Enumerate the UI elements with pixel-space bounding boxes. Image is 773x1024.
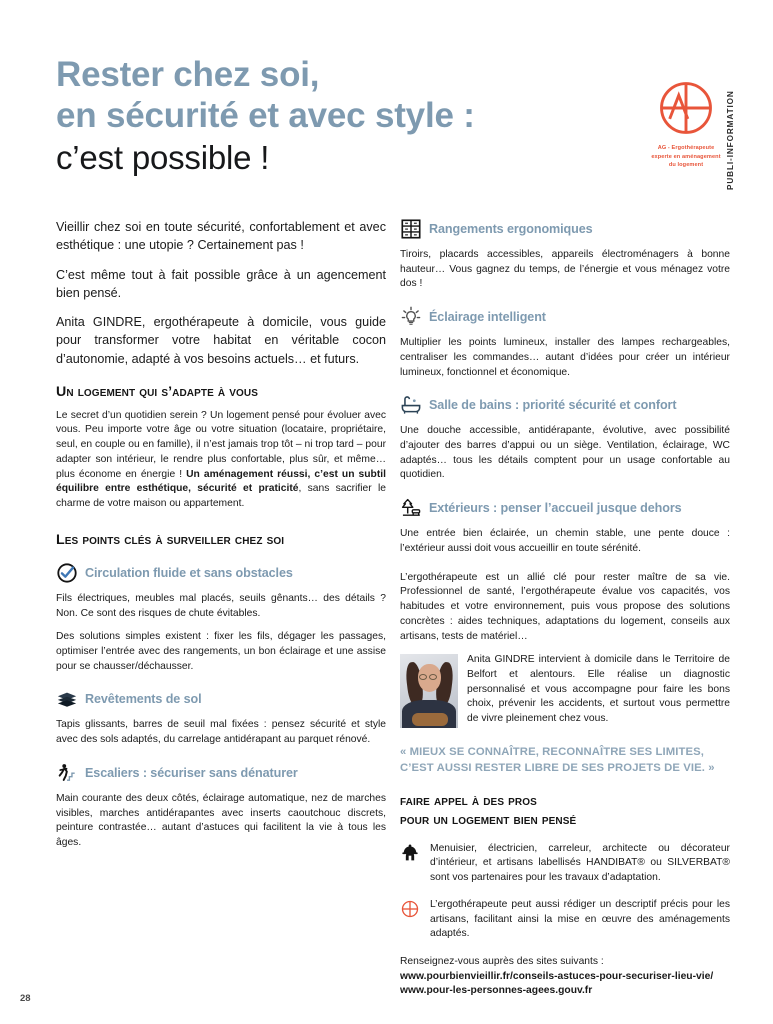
- logo-caption-line-3: du logement: [668, 162, 704, 169]
- left-column: [56, 218, 386, 860]
- pull-quote-line-1: « MIEUX SE CONNAÎTRE, RECONNAÎTRE SES LIMITES,: [400, 746, 705, 759]
- title-line-1: Rester chez soi,: [56, 55, 320, 94]
- ag-monogram-icon: [657, 79, 715, 137]
- stairs-person-icon: [56, 762, 78, 784]
- section-title-logement: Un logement qui s’adapte à vous: [56, 383, 259, 400]
- anita-gindre-paragraph-text: Anita GINDRE intervient à domicile dans le Territoire de Belfort et alentours. Elle réalise un diagnostic personnalisé et vous accompagne pour faire les bons choix, prévenir les accidents, et surtout vous permettre de vivre pleinement chez vous.: [467, 654, 730, 725]
- pull-quote-line-2: C’EST AUSSI RESTER LIBRE DE SES PROJETS DE VIE. »: [400, 762, 715, 775]
- footer-link-2[interactable]: www.pour-les-personnes-agees.gouv.fr: [400, 985, 593, 997]
- cta-bullet-artisans: [400, 842, 730, 886]
- cta-title-line-2: pour un logement bien pensé: [400, 812, 577, 829]
- subsection-escaliers-body: Main courante des deux côtés, éclairage automatique, nez de marches visibles, marches antidérapantes avec inserts caoutchouc discrets, peinture contrastée… autant d’astuces qui facilitent la vie à tous les âges.: [56, 792, 386, 848]
- footer-intro: Renseignez-vous auprès des sites suivants :: [400, 956, 604, 968]
- subsection-exterieurs-body: Une entrée bien éclairée, un chemin stable, une pente douce : l’extérieur aussi doit vous accueillir en toute sérénité.: [400, 528, 730, 554]
- worker-helmet-icon: [400, 843, 420, 863]
- subsection-circulation-body-2: Des solutions simples existent : fixer les fils, dégager les passages, optimiser l’entrée avec des rangements, un bon éclairage et une assise pour se chausser/déchausser.: [56, 631, 386, 672]
- subsection-rangements-label: Rangements ergonomiques: [429, 222, 593, 236]
- ergotherapeute-paragraph: L’ergothérapeute est un allié clé pour rester maître de sa vie. Professionnel de santé, l’ergothérapeute évalue vos capacités, vos habitudes et votre environnement, puis vous propose des solutions concrètes : aides techniques, adaptations du logement, conseils aux artisans, tests de matériel…: [400, 571, 730, 642]
- page-number: 28: [20, 993, 31, 1004]
- title-line-3: c’est possible !: [56, 138, 270, 176]
- cta-bullet-artisans-text: Menuisier, électricien, carreleur, architecte ou décorateur d’intérieur, et artisans labellisés HANDIBAT® ou SILVERBAT® sont vos partenaires pour les travaux d’adaptation.: [430, 842, 730, 884]
- section-logement-text: Le secret d’un quotidien serein ? Un logement pensé pour évoluer avec vous. Peu importe votre âge ou votre situation (locataire, propriétaire, seul, en couple ou en famille), il n’est jamais trop tôt – ni trop tard – pour adapter son intérieur, le rendre plus confortable, plus sûr, et même… plus économe en énergie !: [56, 409, 386, 480]
- subsection-circulation-body-1: Fils électriques, meubles mal placés, seuils gênants… des détails ? Non. Ce sont des risques de chute évitables.: [56, 592, 386, 619]
- subsection-eclairage: [400, 306, 730, 328]
- cta-bullet-ergotherapeute-text: L’ergothérapeute peut aussi rédiger un descriptif précis pour les artisans, facilitant ainsi la mise en œuvre des aménagements adaptés.: [430, 898, 730, 940]
- lead-paragraph-2: C’est même tout à fait possible grâce à un agencement bien pensé.: [56, 267, 386, 300]
- anita-gindre-photo: [400, 654, 458, 728]
- logo-caption-line-1: AG - Ergothérapeute: [657, 145, 715, 151]
- subsection-eclairage-body: Multiplier les points lumineux, installer des lampes rechargeables, centraliser les commandes… autant d’idées pour créer un intérieur lumineux, fonctionnel et économique.: [400, 337, 730, 378]
- subsection-escaliers: [56, 762, 386, 784]
- subsection-eclairage-label: Éclairage intelligent: [429, 310, 546, 325]
- ag-logo: [640, 79, 732, 170]
- lead-paragraph-3: Anita GINDRE, ergothérapeute à domicile, vous guide pour transformer votre habitat en véritable cocon d’autonomie, adapté à vos besoins actuels… et futurs.: [56, 315, 386, 366]
- section-logement-tail: , sans sacrifier le charme de votre maison ou appartement.: [56, 483, 386, 510]
- cta-bullet-ergotherapeute: [400, 898, 730, 942]
- subsection-salle-de-bains-label: Salle de bains : priorité sécurité et confort: [429, 398, 677, 413]
- photo-arms: [412, 713, 448, 726]
- subsection-exterieurs-label: Extérieurs : penser l’accueil jusque dehors: [429, 501, 682, 516]
- check-circle-icon: [56, 562, 78, 584]
- cta-title-line-1: faire appel à des pros: [400, 793, 537, 810]
- garden-tree-icon: [400, 497, 422, 519]
- title-line-2: en sécurité et avec style :: [56, 96, 475, 136]
- right-column: [400, 218, 730, 999]
- storage-cabinet-icon: [400, 218, 422, 240]
- bathtub-icon: [400, 394, 422, 416]
- lead-paragraph-1: Vieillir chez soi en toute sécurité, confortablement et avec esthétique : une utopie ? Certainement pas !: [56, 220, 386, 253]
- subsection-revetements: [56, 688, 386, 710]
- ag-logo-icon: [400, 899, 420, 919]
- subsection-revetements-label: Revêtements de sol: [85, 692, 202, 707]
- subsection-exterieurs: [400, 497, 730, 519]
- section-logement-body: [56, 409, 386, 512]
- page-title: [56, 54, 616, 179]
- cta-title: [400, 792, 730, 829]
- section-logement-bold: Un aménagement réussi, c’est un subtil équilibre entre esthétique, sécurité et praticité: [56, 468, 386, 495]
- pull-quote: [400, 744, 730, 776]
- logo-caption: [640, 144, 732, 170]
- subsection-rangements-body: Tiroirs, placards accessibles, appareils électroménagers à bonne hauteur… Vous gagnez du temps, de l’énergie et vous ménagez votre dos !: [400, 249, 730, 290]
- subsection-escaliers-label: Escaliers : sécuriser sans dénaturer: [85, 765, 298, 780]
- page-header: [0, 54, 773, 206]
- floor-layers-icon: [56, 688, 78, 710]
- subsection-circulation-label: Circulation fluide et sans obstacles: [85, 565, 293, 580]
- section-title-points-cles: Les points clés à surveiller chez soi: [56, 531, 285, 548]
- subsection-rangements: [400, 218, 730, 240]
- publi-information-label: PUBLI-INFORMATION: [726, 90, 735, 190]
- subsection-salle-de-bains-body: Une douche accessible, antidérapante, évolutive, avec possibilité d’ajouter des barres d’appui ou un siège. Ventilation, éclairage, WC adaptés… tous les détails comptent pour un usage confortable au quotidien.: [400, 425, 730, 481]
- subsection-circulation: [56, 562, 386, 584]
- subsection-revetements-body: Tapis glissants, barres de seuil mal fixées : pensez sécurité et style avec des sols adaptés, du carrelage antidérapant au parquet rénové.: [56, 719, 386, 746]
- subsection-salle-de-bains: [400, 394, 730, 416]
- anita-gindre-paragraph-block: [400, 653, 730, 730]
- footer-link-1[interactable]: www.pourbienvieillir.fr/conseils-astuces-pour-securiser-lieu-vie/: [400, 970, 714, 982]
- lightbulb-icon: [400, 306, 422, 328]
- logo-caption-line-2: experte en aménagement: [651, 153, 721, 160]
